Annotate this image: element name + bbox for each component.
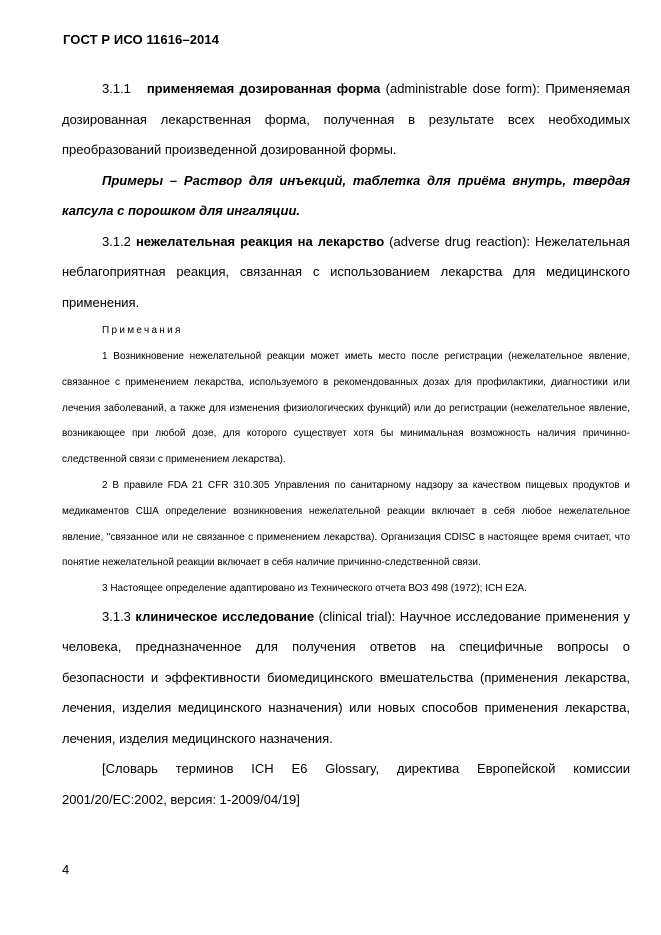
- notes-title: Примечания: [102, 325, 183, 336]
- term-title: клиническое исследование: [135, 608, 315, 624]
- term-3-1-3: [62, 602, 630, 755]
- examples: Примеры – Раствор для инъекций, таблетка для приёма внутрь, твердая капсула с порошком для ингаляции.: [62, 172, 630, 218]
- document-body: [62, 74, 630, 815]
- source-reference: [Словарь терминов ICH E6 Glossary, директива Европейской комиссии 2001/20/EC:2002, версия: 1-2009/04/19]: [62, 761, 630, 807]
- term-number: 3.1.1: [102, 81, 131, 96]
- term-3-1-2: [62, 227, 630, 319]
- term-number: 3.1.3: [102, 608, 131, 624]
- term-title: применяемая дозированная форма: [146, 81, 381, 96]
- document-header: ГОСТ Р ИСО 11616–2014: [63, 32, 220, 47]
- term-english: (adverse drug reaction):: [389, 233, 531, 249]
- term-3-1-1: [62, 74, 630, 166]
- term-number: 3.1.2: [102, 233, 131, 249]
- note-2: 2 В правиле FDA 21 CFR 310.305 Управления по санитарному надзору за качеством пищевых продуктов и медикаментов США определение возникновения нежелательной реакции включает в себя любое нежелательное явление, "связанное или не связанное с применением лекарства). Организация CDISC в настоящее время считает, что понятие нежелательной реакции включает в себя наличие причинно-следственной связи.: [62, 479, 630, 569]
- term-definition: Научное исследование применения у человека, предназначенное для получения ответов на специфичные вопросы о безопасности и эффективности биомедицинского вмешательства (применения лекарства, лечения, изделия медицинского назначения) или новых способов применения лекарства, лечения, изделия медицинского назначения.: [62, 608, 630, 746]
- note-3: 3 Настоящее определение адаптировано из Технического отчета ВОЗ 498 (1972); ICH E2A.: [102, 583, 527, 595]
- note-1: 1 Возникновение нежелательной реакции может иметь место после регистрации (нежелательное явление, связанное с применением лекарства, используемого в рекомендованных дозах для профилактики, диагностики или лечения заболеваний, а также для изменения физиологических функций) или до регистрации (нежелательное явление, возникающее при любой дозе, для которого существует хотя бы минимальная возможность наличия причинно-следственной связи с применением лекарства).: [62, 351, 630, 466]
- term-definition: Применяемая дозированная лекарственная форма, полученная в результате всех необходимых преобразований произведенной дозированной формы.: [62, 81, 630, 157]
- term-title: нежелательная реакция на лекарство: [135, 233, 385, 249]
- term-english: (clinical trial):: [318, 608, 396, 624]
- page-number: 4: [62, 862, 70, 877]
- term-english: (administrable dose form):: [385, 81, 541, 96]
- term-definition: Нежелательная неблагоприятная реакция, связанная с использованием лекарства для медицинского применения.: [62, 233, 630, 310]
